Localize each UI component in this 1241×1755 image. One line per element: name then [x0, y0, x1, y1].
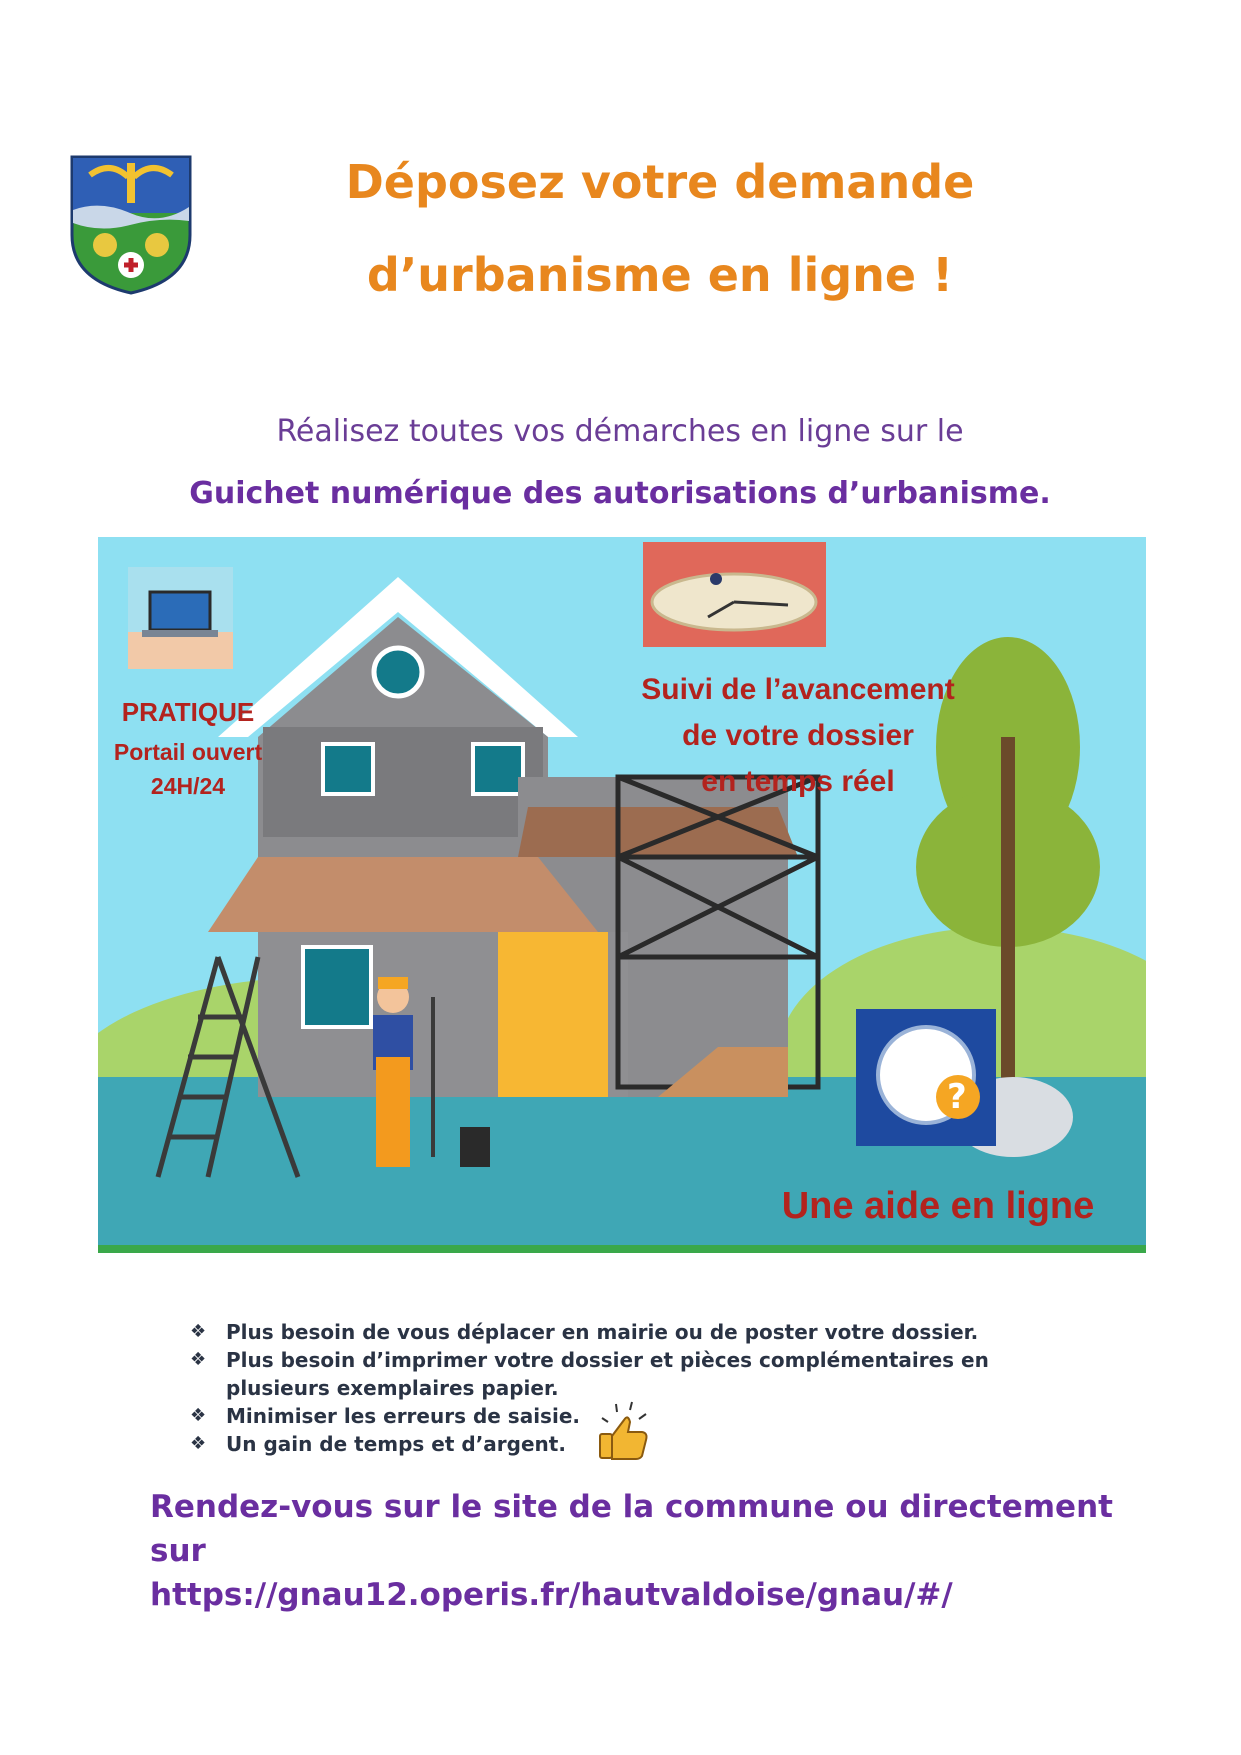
bullet-icon: ❖ [190, 1433, 207, 1454]
aide-text: Une aide en ligne [781, 1185, 1095, 1227]
help-icon [856, 1009, 996, 1146]
suivi-line2: de votre dossier [682, 719, 914, 752]
suivi-line1: Suivi de l’avancement [641, 673, 955, 706]
laptop-icon [128, 567, 233, 669]
cta-url[interactable]: https://gnau12.operis.fr/hautvaldoise/gnau/#/ [150, 1577, 953, 1613]
portail-line2: 24H/24 [150, 773, 226, 799]
intro-text: Réalisez toutes vos démarches en ligne sur le [276, 414, 964, 449]
bullet-icon: ❖ [190, 1349, 207, 1370]
list-item: ❖ Plus besoin de vous déplacer en mairie ou de poster votre dossier. [190, 1320, 979, 1344]
crest-icon [70, 155, 192, 295]
portail-text [98, 735, 278, 803]
guichet-title: Guichet numérique des autorisations d’urbanisme. [189, 476, 1051, 511]
page-title-line2: d’urbanisme en ligne ! [366, 248, 954, 302]
list-item: ❖ Minimiser les erreurs de saisie. [190, 1404, 580, 1428]
portail-line1: Portail ouvert [113, 739, 263, 765]
list-item: ❖ Un gain de temps et d’argent. [190, 1432, 566, 1456]
suivi-text [608, 667, 988, 805]
cta-text [150, 1485, 1130, 1617]
cta-line1: Rendez-vous sur le site de la commune ou directement sur [150, 1489, 1113, 1569]
house-illustration [98, 537, 1146, 1253]
bullet-icon: ❖ [190, 1405, 207, 1426]
clock-icon [643, 542, 826, 647]
help-symbol: ? [947, 1077, 967, 1117]
page-title-line1: Déposez votre demande [345, 155, 975, 209]
list-item: ❖ Plus besoin d’imprimer votre dossier et pièces complémentaires en plusieurs exemplaires papier. [190, 1348, 989, 1400]
suivi-line3: en temps réel [701, 765, 895, 798]
thumbs-up-icon [592, 1400, 652, 1462]
bullet-icon: ❖ [190, 1321, 207, 1342]
pratique-label: PRATIQUE [121, 697, 255, 727]
